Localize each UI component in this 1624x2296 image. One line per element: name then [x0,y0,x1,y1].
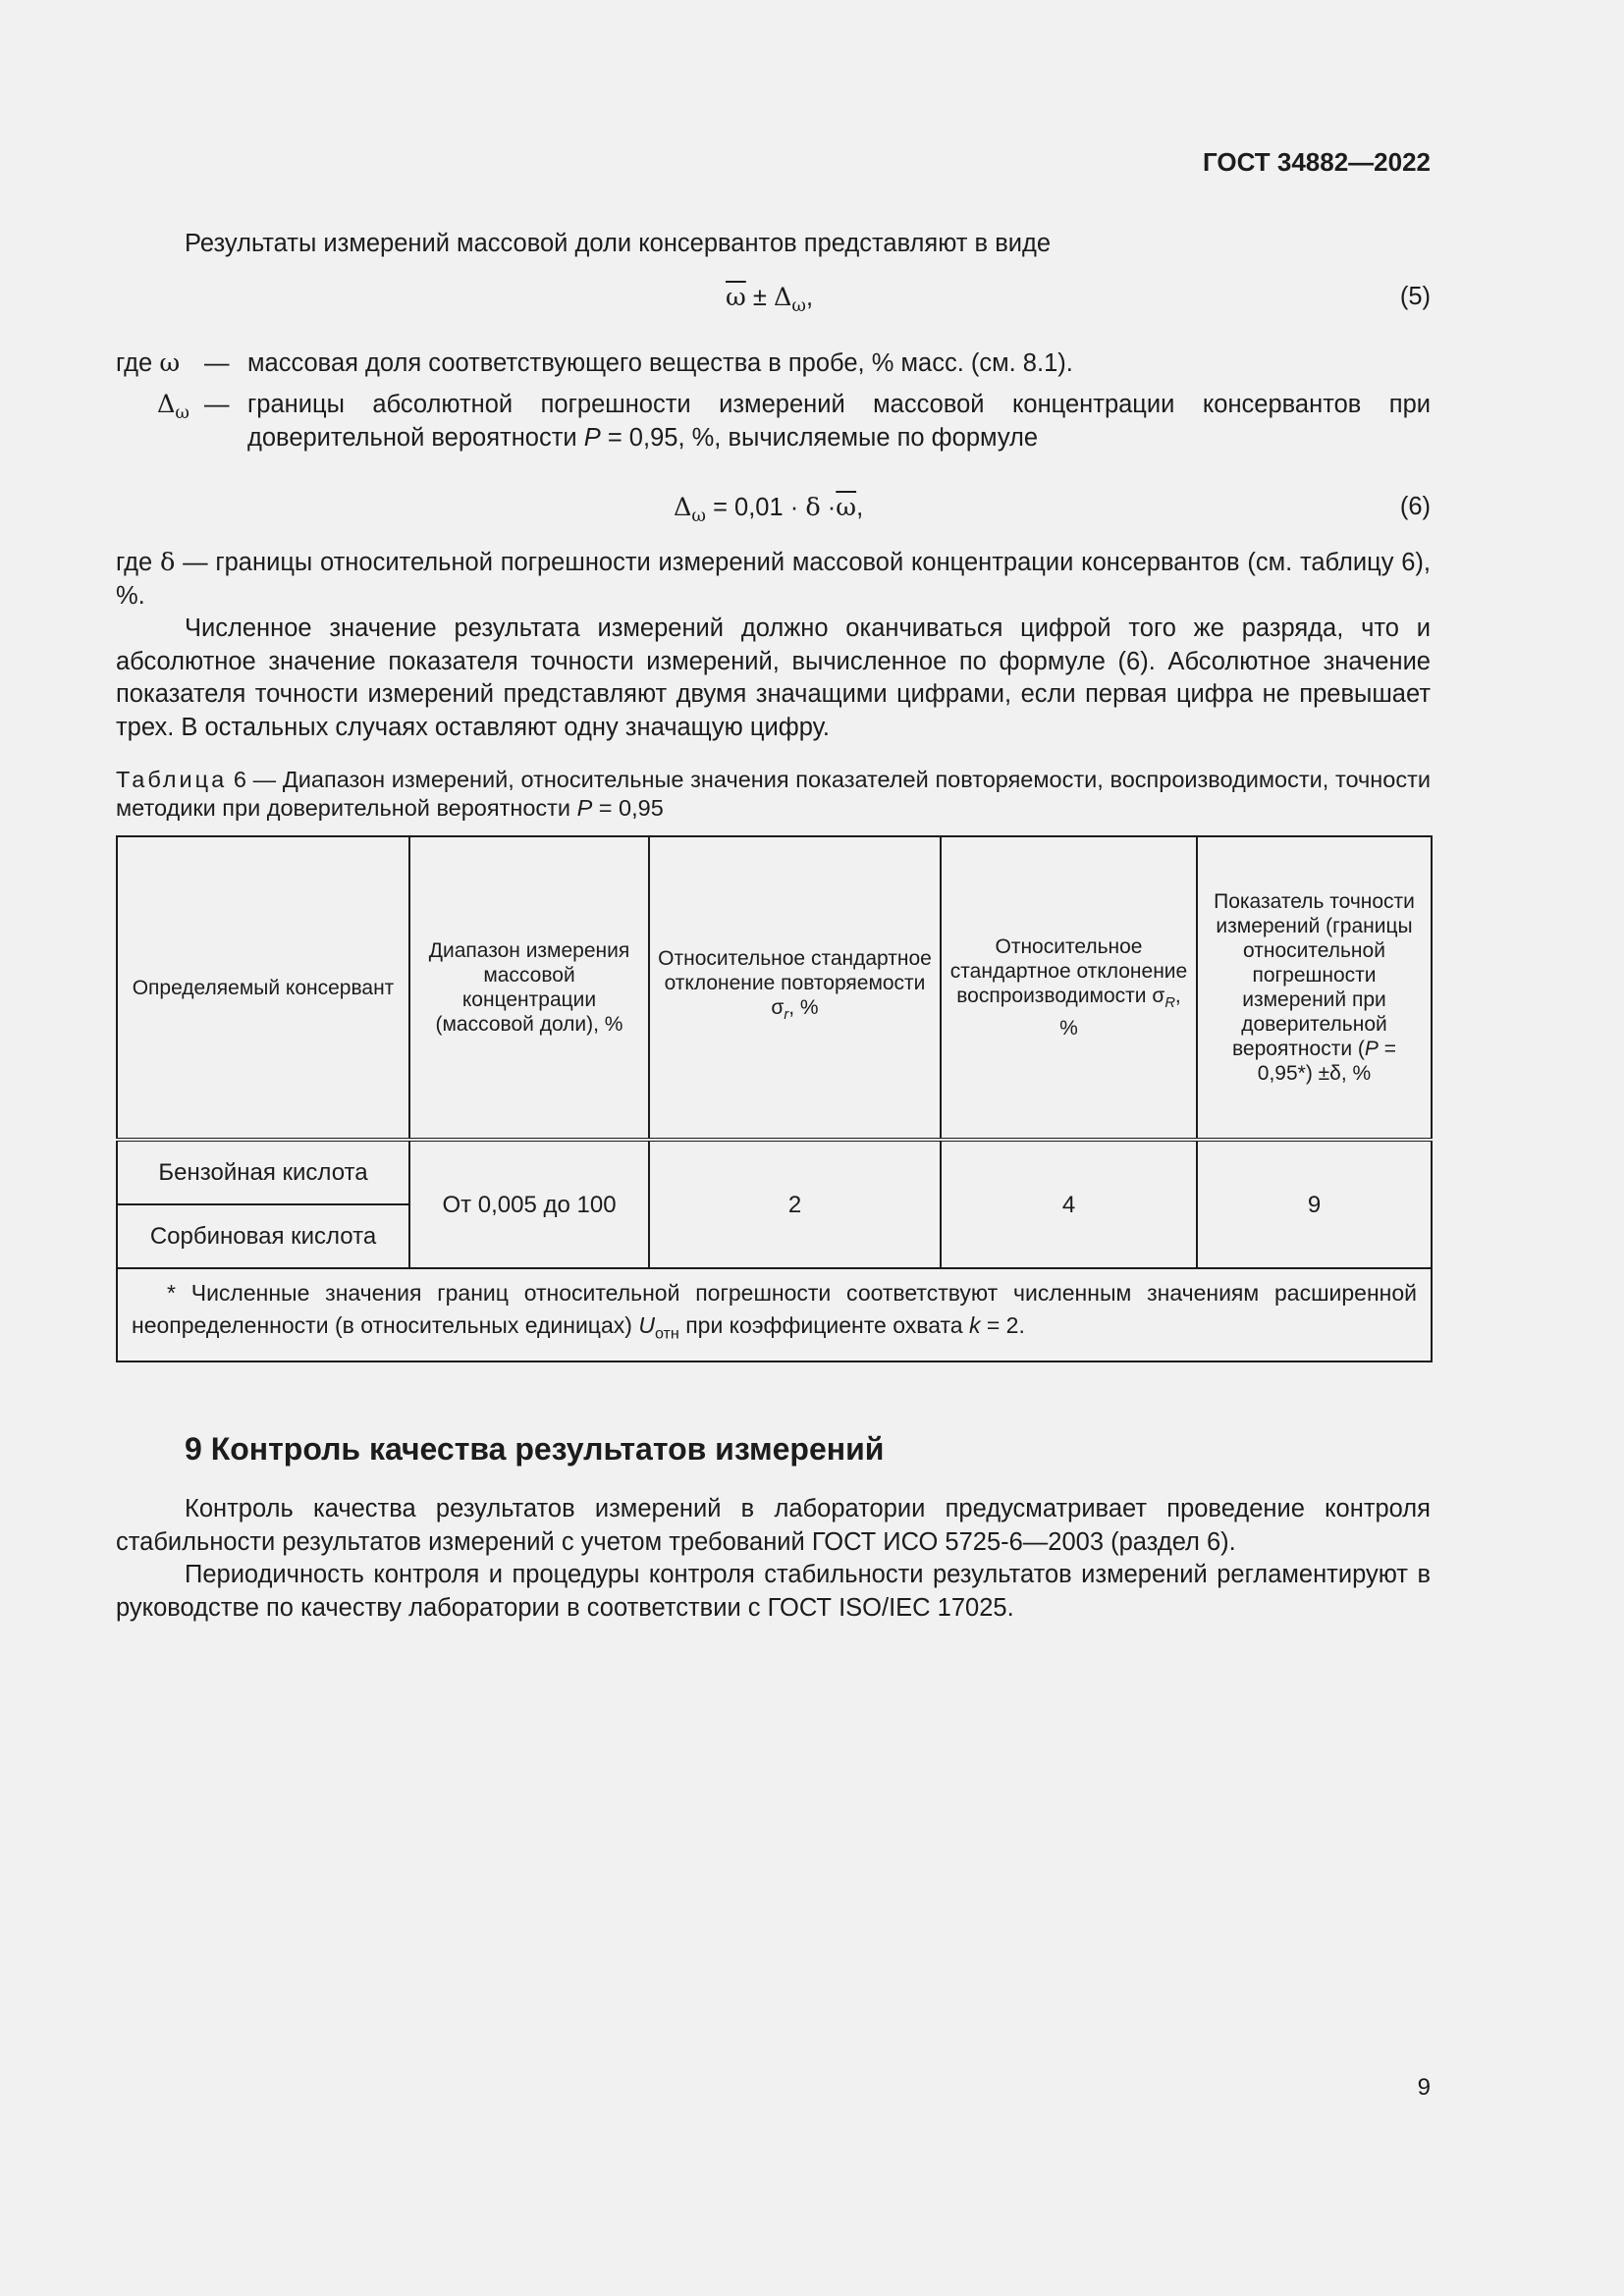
table-footnote: * Численные значения границ относительной погрешности соответствуют численным значениям расширенной неопределенности (в относительных единицах) $U_{отн}$ при коэффициенте охвата k = 2. [117,1268,1432,1362]
where-text-delta: границы абсолютной погрешности измерений массовой концентрации консервантов при доверительной вероятности P = 0,95, %, вычисляемые по формуле [247,391,1431,452]
section-9-paragraph-2: Периодичность контроля и процедуры контроля стабильности результатов измерений регламентируют в руководстве по качеству лаборатории в соответствии с ГОСТ ISO/IEC 17025. [116,1561,1431,1622]
row-sorbic-name: Сорбиновая кислота [117,1204,409,1268]
header-preservative: Определяемый консервант [117,836,409,1140]
where-text-omega: массовая доля соответствующего вещества в пробе, % масс. (см. 8.1). [247,349,1073,377]
header-repeatability: Относительное стандартное отклонение повторяемости $\sigma_r$, % [649,836,941,1140]
header-reproducibility: Относительное стандартное отклонение воспроизводимости $\sigma_R$, % [941,836,1197,1140]
where-text-delta-relative: где δ — границы относительной погрешности измерений массовой концентрации консервантов (см. таблицу 6), %. [116,548,1431,610]
header-accuracy: Показатель точности измерений (границы относительной погрешности измерений при доверительной вероятности (P = 0,95*) ±δ, % [1197,836,1432,1140]
table-header-row [117,836,1432,1140]
section-9-title: 9 Контроль качества результатов измерений [185,1431,885,1467]
where-label-omega: где ω [116,348,181,378]
table-caption: Таблица 6 — Диапазон измерений, относительные значения показателей повторяемости, воспроизводимости, точности методики при доверительной вероятности P = 0,95 [116,767,1431,821]
cell-accuracy: 9 [1197,1140,1432,1268]
formula-5: $\overline{\omega} \pm \Delta_\omega$, [726,283,814,317]
formula-6: $\Delta_\omega = 0,01 \cdot \delta \cdot\overline{\omega}$, [674,493,864,527]
intro-paragraph: Результаты измерений массовой доли консервантов представляют в виде [185,230,1052,257]
table-footnote-row [117,1268,1432,1362]
cell-reproducibility: 4 [941,1140,1197,1268]
header-range: Диапазон измерения массовой концентрации (массовой доли), % [409,836,649,1140]
cell-repeatability: 2 [649,1140,941,1268]
document-code: ГОСТ 34882—2022 [1203,147,1431,177]
where-dash-1: — [204,349,230,377]
table-row [117,1140,1432,1204]
numeric-value-paragraph: Численное значение результата измерений должно оканчиваться цифрой того же разряда, что и абсолютное значение показателя точности измерений, вычисленное по формуле (6). Абсолютное значение показателя точности измерений представляют двумя значащими цифрами, если первая цифра не превышает трех. В остальных случаях оставляют одну значащую цифру. [116,614,1431,741]
where-dash-2: — [204,391,230,418]
accuracy-table [116,835,1433,1362]
row-benzoic-name: Бензойная кислота [117,1140,409,1204]
equation-number-5: (5) [1399,283,1431,310]
section-9-paragraph-1: Контроль качества результатов измерений в лаборатории предусматривает проведение контроля стабильности результатов измерений с учетом требований ГОСТ ИСО 5725-6—2003 (раздел 6). [116,1495,1431,1556]
equation-number-6: (6) [1399,493,1431,520]
page-number: 9 [1417,2074,1431,2101]
where-label-delta: $\Delta_\omega$ [157,390,189,424]
cell-range: От 0,005 до 100 [409,1140,649,1268]
